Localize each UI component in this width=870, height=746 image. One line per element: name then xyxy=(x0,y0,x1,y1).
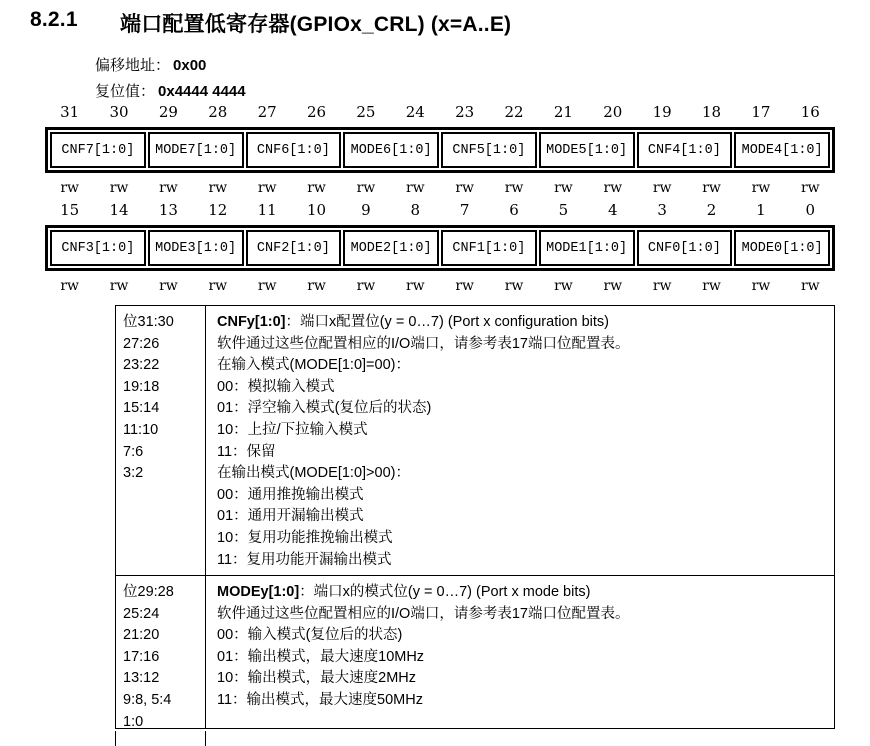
section-heading: 端口配置低寄存器(GPIOx_CRL) (x=A..E) xyxy=(120,13,512,36)
bit-range: 19:18 xyxy=(123,378,160,395)
description-line: 软件通过这些位配置相应的I/O端口，请参考表17端口位配置表。 xyxy=(217,605,630,622)
field-cell: MODE4[1:0] xyxy=(734,132,830,168)
access-flag: rw xyxy=(652,278,672,294)
bit-number: 30 xyxy=(109,103,129,121)
bit-range: 11:10 xyxy=(123,421,159,438)
access-flag: rw xyxy=(702,278,721,294)
access-flag: rw xyxy=(159,180,178,196)
bit-number: 20 xyxy=(603,103,623,121)
bit-number: 9 xyxy=(361,201,371,219)
bit-number: 28 xyxy=(208,103,228,121)
access-flag: rw xyxy=(702,180,721,196)
access-flag: rw xyxy=(159,278,178,294)
table-continuation-border xyxy=(115,731,116,746)
field-cell: CNF0[1:0] xyxy=(637,230,733,266)
access-flag: rw xyxy=(455,278,475,294)
section-number: 8.2.1 xyxy=(30,8,78,31)
description-line: 10：复用功能推挽输出模式 xyxy=(217,529,393,546)
description-line: 11：输出模式，最大速度50MHz xyxy=(217,691,423,708)
bit-number: 19 xyxy=(652,103,672,121)
access-flag: rw xyxy=(307,180,326,196)
bit-range: 23:22 xyxy=(123,357,160,374)
bit-range: 位31:30 xyxy=(123,314,174,330)
offset-label: 偏移地址： xyxy=(95,57,171,74)
description-line: 在输出模式(MODE[1:0]>00)： xyxy=(217,465,410,482)
bit-range: 1:0 xyxy=(123,713,144,730)
bit-number: 18 xyxy=(702,103,722,121)
bit-range: 17:16 xyxy=(123,648,160,665)
access-flag: rw xyxy=(356,180,376,196)
bit-number: 5 xyxy=(558,201,569,219)
access-flag: rw xyxy=(257,278,277,294)
description-line: 软件通过这些位配置相应的I/O端口，请参考表17端口位配置表。 xyxy=(217,335,630,352)
bit-number: 24 xyxy=(405,103,425,121)
access-flag: rw xyxy=(800,180,820,196)
offset-address-line xyxy=(95,54,206,75)
bit-number: 13 xyxy=(158,201,178,219)
bit-range: 7:6 xyxy=(123,443,144,460)
field-cell: MODE3[1:0] xyxy=(148,230,244,266)
bit-number: 15 xyxy=(60,201,80,219)
register-field-table-low xyxy=(45,225,835,271)
field-cell: MODE0[1:0] xyxy=(734,230,830,266)
access-row-high xyxy=(45,180,835,196)
field-cell: MODE5[1:0] xyxy=(539,132,635,168)
field-name: MODEy[1:0] xyxy=(217,584,300,600)
bit-number: 11 xyxy=(257,201,277,219)
bit-number: 3 xyxy=(657,201,667,219)
field-cell: MODE2[1:0] xyxy=(343,230,439,266)
field-description-mode xyxy=(206,576,834,728)
access-flag: rw xyxy=(554,278,573,294)
access-flag: rw xyxy=(554,180,573,196)
field-title: ：端口x配置位(y = 0…7) (Port x configuration bits) xyxy=(285,314,610,330)
description-line: 01：通用开漏输出模式 xyxy=(217,508,364,525)
access-flag: rw xyxy=(109,278,129,294)
description-heading xyxy=(217,312,824,334)
description-line: 10：输出模式，最大速度2MHz xyxy=(217,670,416,687)
bit-range: 位29:28 xyxy=(123,584,174,600)
access-flag: rw xyxy=(652,180,672,196)
description-line: 11：保留 xyxy=(217,443,276,460)
access-flag: rw xyxy=(455,180,475,196)
access-flag: rw xyxy=(405,278,425,294)
description-line: 11：复用功能开漏输出模式 xyxy=(217,551,392,568)
reset-value-line xyxy=(95,80,246,101)
access-flag: rw xyxy=(800,278,820,294)
access-flag: rw xyxy=(504,180,524,196)
bit-range: 9:8, 5:4 xyxy=(123,691,172,708)
section-title xyxy=(30,8,511,38)
bit-number: 8 xyxy=(410,201,421,219)
access-flag: rw xyxy=(208,278,228,294)
bit-number: 22 xyxy=(504,103,524,121)
access-flag: rw xyxy=(751,278,771,294)
field-cell: CNF2[1:0] xyxy=(246,230,342,266)
bit-number: 1 xyxy=(756,201,766,219)
reset-label: 复位值： xyxy=(95,83,156,100)
access-flag: rw xyxy=(257,180,277,196)
access-flag: rw xyxy=(603,180,623,196)
bit-range: 15:14 xyxy=(123,400,160,417)
description-heading xyxy=(217,582,824,604)
bit-number: 2 xyxy=(706,201,717,219)
desc-row-cnf xyxy=(116,306,834,576)
bit-number-row-high xyxy=(45,103,835,121)
bit-number: 6 xyxy=(509,201,519,219)
bit-number: 12 xyxy=(208,201,228,219)
bit-range: 21:20 xyxy=(123,627,160,644)
access-flag: rw xyxy=(307,278,326,294)
bit-number: 0 xyxy=(805,201,816,219)
bit-range: 27:26 xyxy=(123,335,160,352)
field-cell: MODE6[1:0] xyxy=(343,132,439,168)
field-cell: CNF5[1:0] xyxy=(441,132,537,168)
access-row-low xyxy=(45,278,835,294)
field-cell: MODE1[1:0] xyxy=(539,230,635,266)
offset-value: 0x00 xyxy=(173,57,207,74)
description-line: 10：上拉/下拉输入模式 xyxy=(217,421,368,438)
bit-number: 4 xyxy=(608,201,618,219)
table-continuation-border xyxy=(205,731,206,746)
desc-row-mode xyxy=(116,576,834,729)
bit-number: 23 xyxy=(455,103,475,121)
access-flag: rw xyxy=(603,278,623,294)
bit-number-row-low xyxy=(45,201,835,219)
bit-number: 16 xyxy=(800,103,820,121)
description-line: 01：输出模式，最大速度10MHz xyxy=(217,648,425,665)
field-cell: CNF7[1:0] xyxy=(50,132,146,168)
bit-range: 13:12 xyxy=(123,670,160,687)
bit-range: 25:24 xyxy=(123,605,160,622)
description-line: 在输入模式(MODE[1:0]=00)： xyxy=(217,357,410,374)
reset-value: 0x4444 4444 xyxy=(158,83,246,100)
description-line: 01：浮空输入模式(复位后的状态) xyxy=(217,400,432,417)
description-line: 00：模拟输入模式 xyxy=(217,378,335,395)
bit-description-table xyxy=(115,305,835,729)
bit-number: 26 xyxy=(307,103,327,121)
access-flag: rw xyxy=(751,180,771,196)
description-line: 00：输入模式(复位后的状态) xyxy=(217,627,403,644)
access-flag: rw xyxy=(208,180,228,196)
description-line: 00：通用推挽输出模式 xyxy=(217,486,364,503)
access-flag: rw xyxy=(504,278,524,294)
bit-number: 29 xyxy=(158,103,178,121)
bit-range: 3:2 xyxy=(123,465,144,482)
bit-number: 25 xyxy=(356,103,376,121)
field-cell: CNF6[1:0] xyxy=(246,132,342,168)
register-field-table-high xyxy=(45,127,835,173)
field-name: CNFy[1:0] xyxy=(217,314,286,330)
access-flag: rw xyxy=(405,180,425,196)
bit-number: 17 xyxy=(751,103,771,121)
bit-number: 14 xyxy=(109,201,129,219)
bit-number: 10 xyxy=(307,201,327,219)
bit-ranges-cnf xyxy=(116,306,206,575)
field-description-cnf xyxy=(206,306,834,575)
access-flag: rw xyxy=(60,180,80,196)
access-flag: rw xyxy=(60,278,80,294)
field-cell: CNF4[1:0] xyxy=(637,132,733,168)
field-cell: CNF1[1:0] xyxy=(441,230,537,266)
access-flag: rw xyxy=(109,180,129,196)
bit-number: 7 xyxy=(459,201,470,219)
bit-ranges-mode xyxy=(116,576,206,728)
access-flag: rw xyxy=(356,278,376,294)
bit-number: 21 xyxy=(553,103,573,121)
bit-number: 31 xyxy=(60,103,80,121)
field-cell: CNF3[1:0] xyxy=(50,230,146,266)
field-title: ：端口x的模式位(y = 0…7) (Port x mode bits) xyxy=(299,584,591,600)
bit-number: 27 xyxy=(257,103,277,121)
field-cell: MODE7[1:0] xyxy=(148,132,244,168)
